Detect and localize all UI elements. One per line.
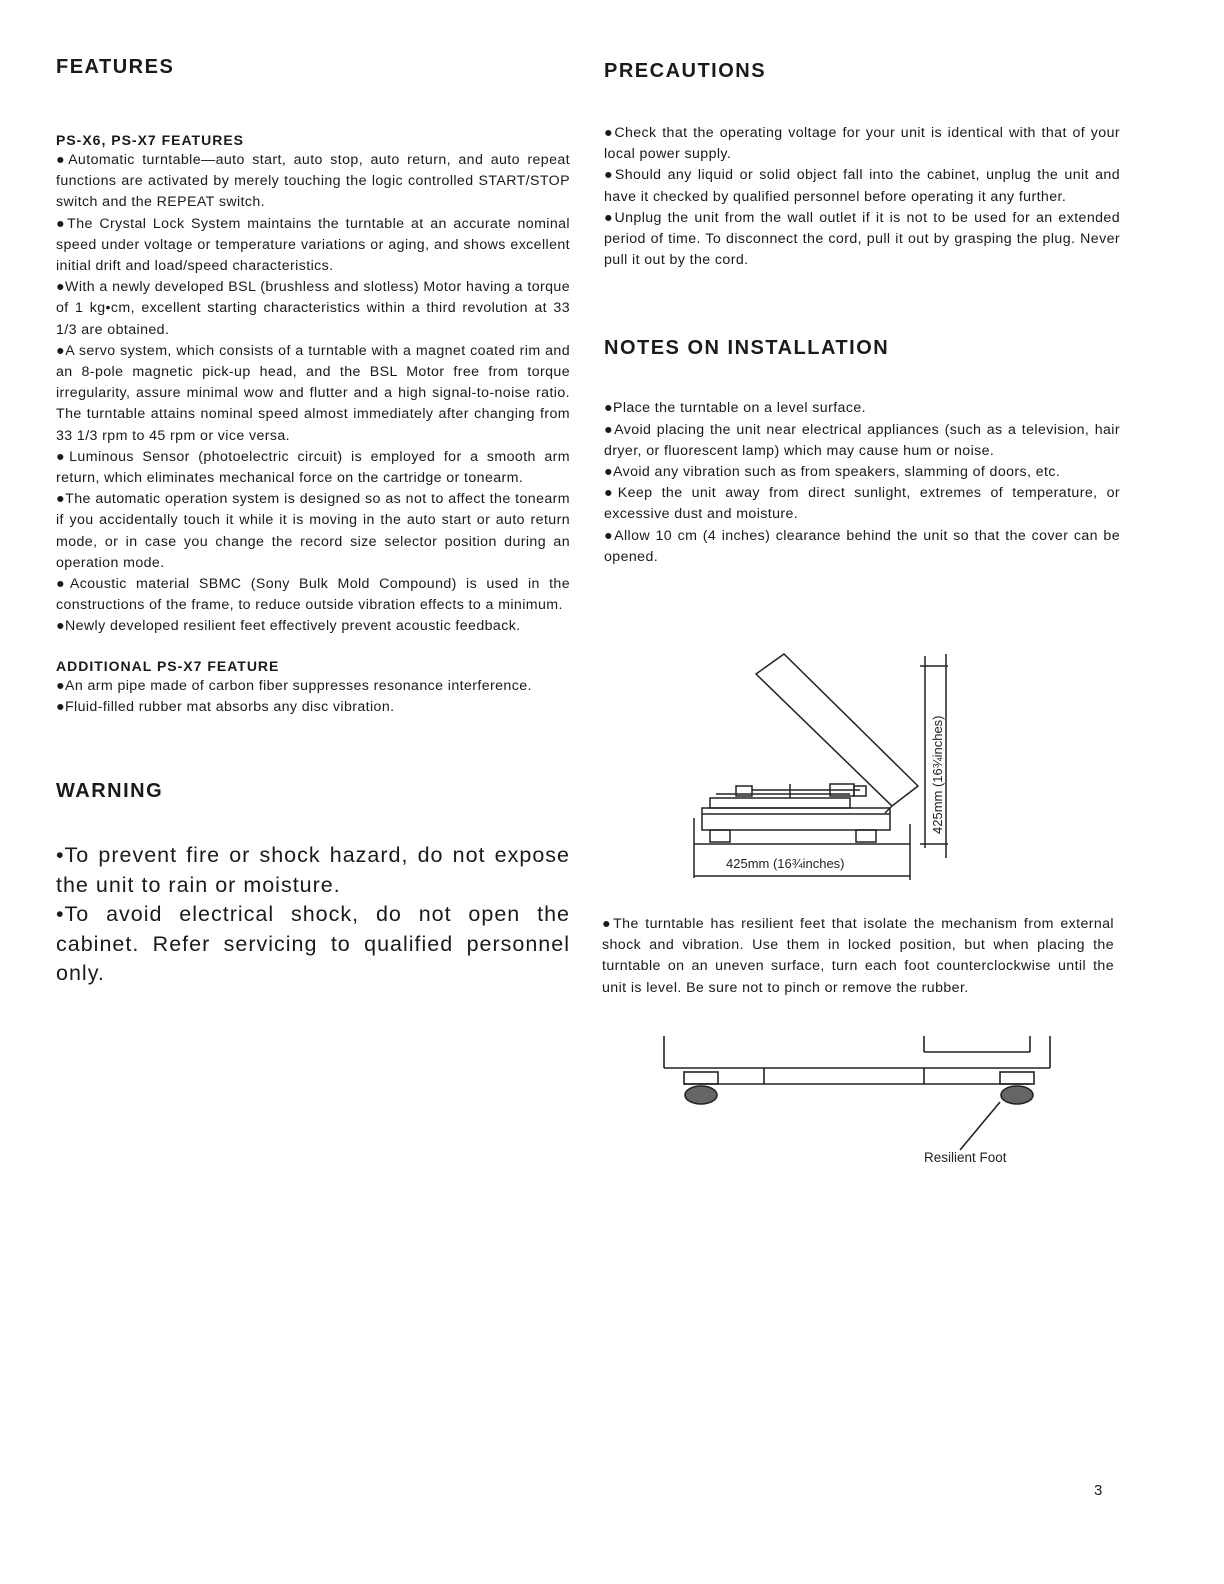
left-foot-icon [685,1086,717,1104]
precautions-title: PRECAUTIONS [604,60,767,82]
precaution-item: ●Check that the operating voltage for your unit is identical with that of your local power supply. [604,125,1120,163]
right-foot-icon [1001,1086,1033,1104]
features-subhead: PS-X6, PS-X7 FEATURES [56,132,245,148]
feature-item: ●The Crystal Lock System maintains the turntable at an accurate nominal speed under voltage or temperature variations or aging, and shows excellent initial drift and load/speed characteristics. [56,215,570,275]
height-dimension-label: 425mm (16¾inches) [930,715,945,834]
warning-item: •To prevent fire or shock hazard, do not expose the unit to rain or moisture. [56,843,570,897]
feature-item: ●With a newly developed BSL (brushless and slotless) Motor having a torque of 1 kg•cm, excellent starting characteristics within a third revolution at 33 1/3 are obtained. [56,279,570,338]
installation-item: ●Place the turntable on a level surface. [604,400,866,417]
resilient-foot-label: Resilient Foot [924,1150,1007,1165]
precaution-item: ●Should any liquid or solid object fall into the cabinet, unplug the unit and have it checked by qualified personnel before operating it any further. [604,167,1120,205]
turntable-base [702,808,890,830]
page-number: 3 [1094,1482,1103,1499]
installation-item: ●Avoid placing the unit near electrical appliances (such as a television, hair dryer, or fluorescent lamp) which may cause hum or noise. [604,421,1120,459]
installation-item: ●Allow 10 cm (4 inches) clearance behind the unit so that the cover can be opened. [604,527,1120,565]
right-foot-housing [1000,1072,1034,1084]
feature-item: ●The automatic operation system is designed so as not to affect the tonearm if you accidentally touch it while it is moving in the auto start or auto return mode, or in case you change the record size selector position during an operation mode. [56,491,570,571]
installation-title: NOTES ON INSTALLATION [604,337,890,360]
additional-feature-item: ●Fluid-filled rubber mat absorbs any disc vibration. [56,698,395,715]
feature-item: ●Newly developed resilient feet effectively prevent acoustic feedback. [56,618,521,635]
additional-features-subhead: ADDITIONAL PS-X7 FEATURE [56,657,280,674]
left-foot-housing [684,1072,718,1084]
feature-item: ●Acoustic material SBMC (Sony Bulk Mold Compound) is used in the constructions of the frame, to reduce outside vibration effects to a minimum. [56,576,570,614]
left-column [56,56,570,989]
feet-note: ●The turntable has resilient feet that isolate the mechanism from external shock and vibration. Use them in locked position, but when placing the turntable on an uneven surface, turn each foot counterclockwise until the unit is level. Be sure not to pinch or remove the rubber. [602,916,1114,996]
resilient-foot-diagram [654,1032,1054,1168]
turntable-clearance-diagram [680,648,970,884]
installation-item: ●Avoid any vibration such as from speakers, slamming of doors, etc. [604,464,1061,481]
right-column [604,60,1120,568]
installation-item: ●Keep the unit away from direct sunlight, extremes of temperature, or excessive dust and moisture. [604,485,1120,523]
width-dimension-label: 425mm (16¾inches) [726,856,845,871]
features-title: FEATURES [56,56,175,78]
warning-item: •To avoid electrical shock, do not open the cabinet. Refer servicing to qualified personnel only. [56,902,570,986]
feet-note-block [602,914,1114,999]
turntable-lid [756,654,918,806]
precaution-item: ●Unplug the unit from the wall outlet if it is not to be used for an extended period of time. To disconnect the cord, pull it out by grasping the plug. Never pull it out by the cord. [604,209,1120,269]
feature-item: ●Automatic turntable—auto start, auto stop, auto return, and auto repeat functions are activated by merely touching the logic controlled START/STOP switch and the REPEAT switch. [56,152,570,211]
feature-item: ●Luminous Sensor (photoelectric circuit) is employed for a smooth arm return, which eliminates mechanical force on the cartridge or tonearm. [56,448,570,487]
additional-feature-item: ●An arm pipe made of carbon fiber suppresses resonance interference. [56,677,532,694]
feature-item: ●A servo system, which consists of a turntable with a magnet coated rim and an 8-pole magnetic pick-up head, and the BSL Motor free from torque irregularity, assure minimal wow and flutter and a high signal-to-noise ratio. The turntable attains nominal speed almost immediately after changing from 33 1/3 rpm to 45 rpm or vice versa. [56,342,570,444]
warning-title: WARNING [56,780,164,803]
